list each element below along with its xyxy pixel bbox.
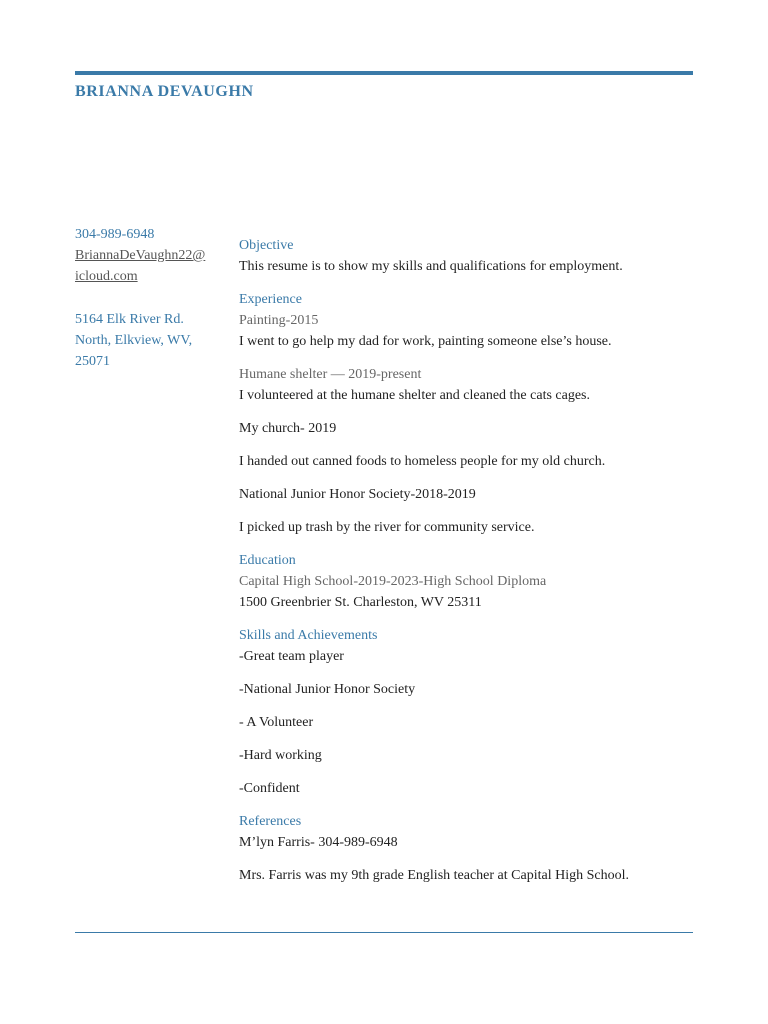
skill-item: -National Junior Honor Society bbox=[239, 682, 416, 697]
experience-item-6: I picked up trash by the river for community service. bbox=[239, 520, 535, 535]
address-line-1: 5164 Elk River Rd. bbox=[75, 312, 184, 327]
experience-heading: Experience bbox=[239, 292, 302, 307]
email-link-line1[interactable]: BriannaDeVaughn22@ bbox=[75, 248, 206, 263]
objective-text: This resume is to show my skills and qualifications for employment. bbox=[239, 259, 623, 274]
education-school: Capital High School-2019-2023-High School Diploma bbox=[239, 574, 547, 589]
skill-item: - A Volunteer bbox=[239, 715, 314, 730]
reference-description: Mrs. Farris was my 9th grade English teacher at Capital High School. bbox=[239, 868, 629, 883]
education-heading: Education bbox=[239, 553, 296, 568]
contact-column bbox=[75, 224, 225, 372]
reference-contact: M’lyn Farris- 304-989-6948 bbox=[239, 835, 398, 850]
top-divider bbox=[75, 71, 693, 75]
experience-item-4: I handed out canned foods to homeless people for my old church. bbox=[239, 454, 606, 469]
address-line-2: North, Elkview, WV, bbox=[75, 333, 193, 348]
email-link-line2[interactable]: icloud.com bbox=[75, 269, 138, 284]
experience-job1-text: I went to go help my dad for work, painting someone else’s house. bbox=[239, 334, 612, 349]
experience-item-3: My church- 2019 bbox=[239, 421, 337, 436]
objective-heading: Objective bbox=[239, 238, 294, 253]
references-heading: References bbox=[239, 814, 302, 829]
experience-item-5: National Junior Honor Society-2018-2019 bbox=[239, 487, 476, 502]
education-address: 1500 Greenbrier St. Charleston, WV 25311 bbox=[239, 595, 482, 610]
experience-job1-title: Painting-2015 bbox=[239, 313, 319, 328]
experience-job2-text: I volunteered at the humane shelter and cleaned the cats cages. bbox=[239, 388, 591, 403]
resume-body bbox=[239, 235, 699, 886]
skill-item: -Hard working bbox=[239, 748, 322, 763]
skill-item: -Great team player bbox=[239, 649, 344, 664]
phone-number: 304-989-6948 bbox=[75, 227, 155, 242]
skill-item: -Confident bbox=[239, 781, 300, 796]
skills-heading: Skills and Achievements bbox=[239, 628, 378, 643]
address-line-3: 25071 bbox=[75, 354, 110, 369]
experience-job2-title: Humane shelter — 2019-present bbox=[239, 367, 422, 382]
resume-name: BRIANNA DEVAUGHN bbox=[75, 83, 254, 100]
bottom-divider bbox=[75, 932, 693, 933]
